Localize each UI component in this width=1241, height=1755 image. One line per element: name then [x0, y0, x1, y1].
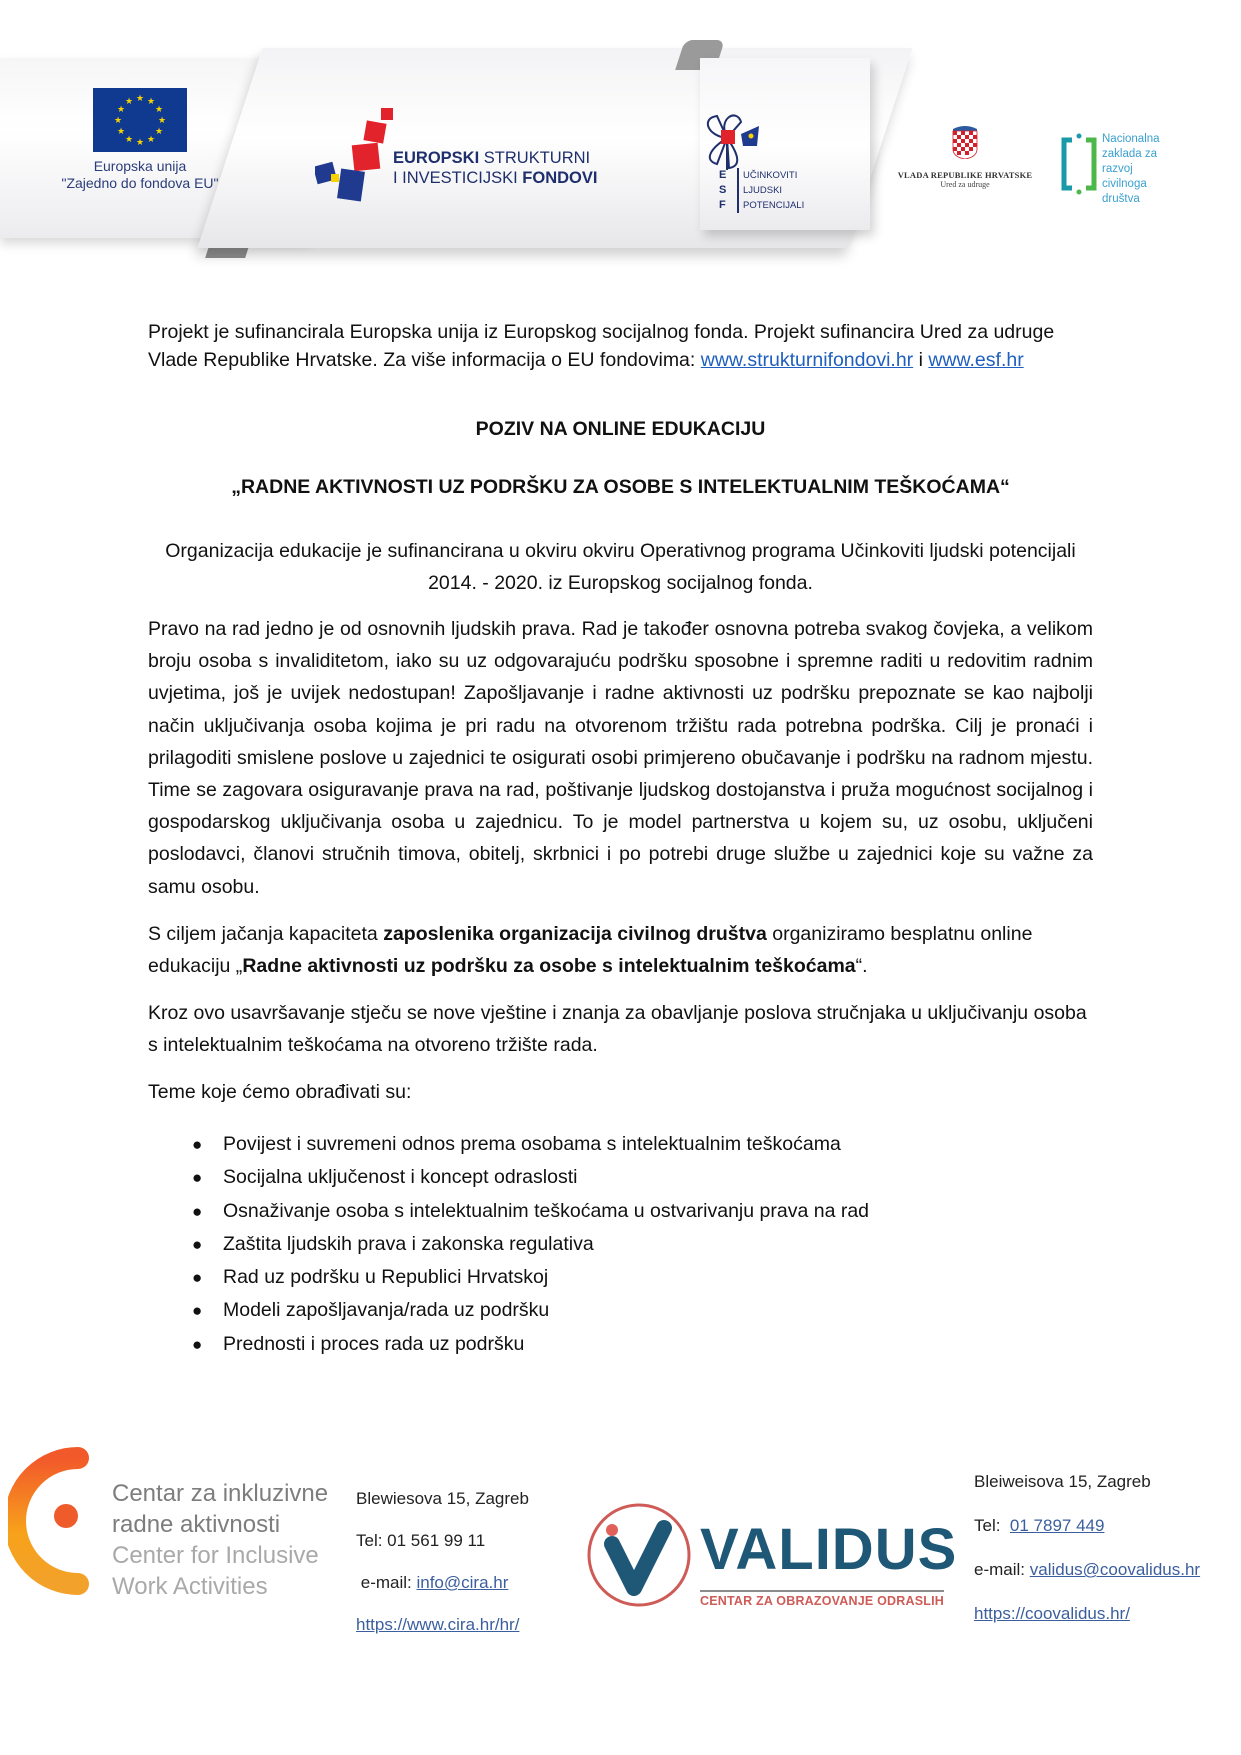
- bullet-icon: ●: [192, 1201, 203, 1221]
- intro-text: Projekt je sufinancirala Europska unija iz Europskog socijalnog fonda. Projekt sufinancira Ured za udruge Vlade Republike Hrvatske. Za više informacija o EU fondovima:: [148, 321, 1055, 371]
- paragraph-skills: Kroz ovo usavršavanje stječu se nove vještine i znanja za obavljanje poslova stručnjaka u uključivanju osoba s intelektualnim teškoćama na otvoreno tržište rada.: [148, 1002, 1087, 1056]
- eu-star-icon: ★: [158, 115, 167, 125]
- topic-text: Socijalna uključenost i koncept odraslosti: [223, 1166, 578, 1189]
- validus-footer-block: [570, 1460, 1241, 1640]
- national-foundation-name: [1102, 132, 1160, 207]
- funding-intro: [148, 318, 1093, 374]
- eu-star-icon: ★: [155, 126, 164, 136]
- eu-logo: [60, 88, 220, 192]
- validus-phone-link[interactable]: 01 7897 449: [1009, 1516, 1105, 1535]
- validus-logo-icon: [584, 1500, 694, 1610]
- cira-email-row: [356, 1562, 529, 1604]
- eu-star-icon: ★: [136, 93, 145, 103]
- topic-item: [148, 1128, 1093, 1161]
- esif-text: STRUKTURNI: [479, 149, 591, 167]
- croatian-government-subtitle: Ured za udruge: [940, 180, 990, 189]
- cira-name-line: Work Activities: [112, 1573, 268, 1600]
- funding-note: Organizacija edukacije je sufinancirana u okviru okviru Operativnog programa Učinkoviti ljudski potencijali 2014. - 2020. iz Europskog socijalnog fonda.: [165, 540, 1076, 594]
- topic-item: [148, 1261, 1093, 1294]
- eu-caption-line2: "Zajedno do fondova EU": [61, 175, 219, 191]
- topics-intro: Teme koje ćemo obrađivati su:: [148, 1081, 412, 1103]
- esif-squares-icon: [315, 108, 395, 208]
- bullet-icon: ●: [192, 1301, 203, 1321]
- eu-star-icon: ★: [116, 104, 126, 114]
- topic-text: Osnaživanje osoba s intelektualnim teškoćama u ostvarivanju prava na rad: [223, 1199, 870, 1222]
- topic-text: Prednosti i proces rada uz podršku: [223, 1332, 525, 1355]
- cira-logo-icon: [8, 1446, 98, 1596]
- validus-email-row: [974, 1548, 1200, 1592]
- esif-text-bold: EUROPSKI: [393, 149, 480, 167]
- eu-star-icon: ★: [147, 95, 156, 106]
- target-audience: zaposlenika organizacija civilnog društva: [383, 923, 767, 945]
- topic-item: [148, 1228, 1093, 1261]
- eu-star-icon: ★: [147, 134, 156, 145]
- bullet-icon: ●: [192, 1334, 203, 1354]
- eu-star-icon: ★: [125, 134, 134, 145]
- topic-text: Modeli zapošljavanja/rada uz podršku: [223, 1299, 550, 1322]
- validus-email-link[interactable]: validus@coovalidus.hr: [1029, 1560, 1201, 1579]
- esf-pinwheel-icon: [697, 108, 787, 170]
- eu-star-icon: ★: [114, 115, 123, 125]
- validus-website-link[interactable]: https://coovalidus.hr/: [974, 1604, 1130, 1623]
- email-label: e-mail:: [360, 1573, 417, 1592]
- phone-label: Tel:: [974, 1516, 1010, 1535]
- validus-wordmark: VALIDUS: [700, 1517, 958, 1582]
- cira-website-link[interactable]: https://www.cira.hr/hr/: [356, 1615, 520, 1634]
- validus-tagline: CENTAR ZA OBRAZOVANJE ODRASLIH: [700, 1590, 944, 1608]
- email-label: e-mail:: [974, 1560, 1030, 1579]
- esf-words: [737, 168, 804, 213]
- education-name: Radne aktivnosti uz podršku za osobe s intelektualnim teškoćama: [242, 955, 856, 977]
- topic-item: [148, 1294, 1093, 1327]
- esif-text: I INVESTICIJSKI: [393, 169, 523, 187]
- education-title: „RADNE AKTIVNOSTI UZ PODRŠKU ZA OSOBE S INTELEKTUALNIM TEŠKOĆAMA“: [231, 476, 1010, 498]
- esf-logo: [697, 108, 807, 228]
- bullet-icon: ●: [192, 1135, 203, 1154]
- foundation-name-line: zaklada za: [1102, 148, 1157, 160]
- esif-logo: [315, 108, 615, 208]
- eu-flag-icon: [93, 88, 187, 152]
- esf-link[interactable]: www.esf.hr: [928, 349, 1024, 371]
- esf-word: UČINKOVITI: [743, 170, 798, 181]
- foundation-name-line: razvoj: [1102, 163, 1133, 175]
- esf-letter: F: [719, 199, 726, 211]
- esf-letter: E: [719, 169, 727, 181]
- cira-email-link[interactable]: info@cira.hr: [416, 1573, 509, 1592]
- bullet-icon: ●: [192, 1168, 203, 1188]
- validus-phone-row: [974, 1504, 1200, 1548]
- bullet-icon: ●: [192, 1268, 203, 1288]
- validus-address: Bleiweisova 15, Zagreb: [974, 1472, 1151, 1491]
- eu-caption-line1: Europska unija: [93, 158, 187, 174]
- national-foundation-logo: [1060, 126, 1200, 216]
- topic-text: Povijest i suvremeni odnos prema osobama s intelektualnim teškoćama: [223, 1133, 841, 1155]
- header-logo-banner: [0, 28, 1241, 258]
- cira-phone: Tel: 01 561 99 11: [356, 1531, 486, 1550]
- text: S ciljem jačanja kapaciteta: [148, 923, 384, 945]
- esif-text-bold: FONDOVI: [522, 169, 598, 187]
- foundation-name-line: civilnoga: [1102, 178, 1147, 190]
- cira-web-row: [356, 1604, 529, 1646]
- cira-name-line: Center for Inclusive: [112, 1542, 319, 1569]
- cira-address: Blewiesova 15, Zagreb: [356, 1489, 529, 1508]
- strukturnifondovi-link[interactable]: www.strukturnifondovi.hr: [700, 349, 914, 371]
- topic-item: [148, 1328, 1093, 1361]
- topics-list: [148, 1128, 1093, 1361]
- bracket-logo-icon: [1060, 132, 1098, 196]
- eu-star-icon: ★: [125, 95, 134, 106]
- paragraph-right-to-work: Pravo na rad jedno je od osnovnih ljudskih prava. Rad je također osnovna potreba svakog čovjeka, a velikom broju osoba s invaliditetom, iako su uz odgovarajuću podršku sposobne i spremne raditi u redovitim radnim uvjetima, još je uvijek nedostupan! Zapošljavanje i radne aktivnosti uz podršku prepoznate se kao najbolji način uključivanja osoba kojima je pri radu na otvorenom tržištu rada potrebna podrška. Cilj je pronaći i prilagoditi smislene poslove u zajednici te osigurati osobi primjereno obučavanje i podršku na radnom mjestu. Time se zagovara osiguravanje prava na rad, poštivanje ljudskog dostojanstva i pruža mogućnost socijalnog i gospodarskog uključivanja osoba u zajednicu. To je model partnerstva u kojem su, uz osobu, uključeni poslodavci, članovi stručnih timova, obitelj, skrbnici i po potrebi druge službe u zajednici koje su važne za samu osobu.: [148, 618, 1093, 898]
- paragraph-education-offer: [148, 918, 1093, 982]
- cira-name: [112, 1478, 328, 1602]
- eu-star-icon: ★: [116, 126, 126, 136]
- croatian-government-logo: [890, 123, 1040, 189]
- cira-name-line: Centar za inkluzivne: [112, 1480, 329, 1507]
- eu-star-icon: ★: [136, 137, 145, 147]
- esf-word: POTENCIJALI: [743, 200, 805, 211]
- esif-wordmark: [393, 148, 597, 188]
- croatian-coat-of-arms-icon: [952, 123, 978, 159]
- cira-footer-block: [0, 1440, 560, 1640]
- invitation-title: POZIV NA ONLINE EDUKACIJU: [475, 418, 766, 440]
- croatian-government-title: VLADA REPUBLIKE HRVATSKE: [897, 170, 1033, 180]
- cira-contact: [356, 1478, 529, 1646]
- esf-word: LJUDSKI: [743, 185, 783, 196]
- cira-name-line: radne aktivnosti: [112, 1511, 281, 1538]
- text: “.: [855, 955, 868, 977]
- topic-text: Rad uz podršku u Republici Hrvatskoj: [223, 1266, 549, 1289]
- topic-item: [148, 1161, 1093, 1194]
- validus-contact: [974, 1460, 1200, 1636]
- esf-letters: [719, 168, 726, 213]
- esf-letter: S: [719, 184, 727, 196]
- eu-star-icon: ★: [155, 104, 164, 114]
- topic-text: Zaštita ljudskih prava i zakonska regulativa: [223, 1232, 594, 1255]
- intro-connector: i: [913, 349, 929, 371]
- text: organiziramo besplatnu online edukaciju „: [148, 923, 1033, 977]
- foundation-name-line: društva: [1102, 193, 1140, 205]
- bullet-icon: ●: [192, 1234, 203, 1254]
- topic-item: [148, 1195, 1093, 1228]
- foundation-name-line: Nacionalna: [1102, 133, 1160, 145]
- validus-web-row: [974, 1592, 1200, 1636]
